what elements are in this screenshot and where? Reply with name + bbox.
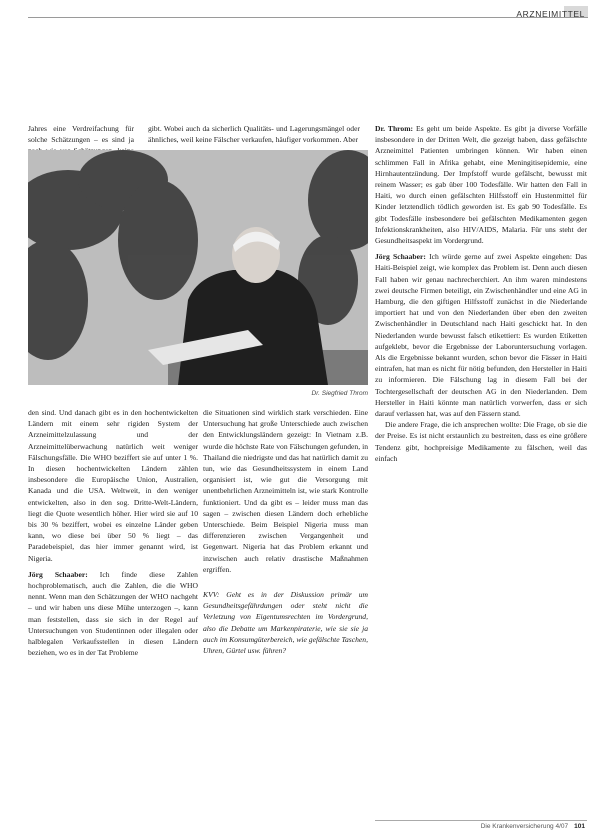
paragraph: die Situationen sind wirklich stark verschieden. Eine Untersuchung hat große Unterschiede auch zwischen den Entwicklungsländern gezeigt: In Vietnam z.B. wurde die höchste Rate von Fälschungen gefunden, in Thailand die niedrigste und das hat natürlich damit zu tun, wie das Gesundheitssystem in einem Land organisiert ist, wie gut die Versorgung mit unentbehrlichen Arzneimitteln ist, wie stark Kontrolle funktioniert. Und da gibt es – leider muss man das sagen – zwischen diesen Ländern doch erhebliche Unterschiede. Beim Beispiel Nigeria muss man differenzieren zwischen Vergangenheit und Gegenwart. Nigeria hat das Problem erkannt und inzwischen auch relativ drastische Maßnahmen ergriffen. xyxy=(203,408,368,574)
paragraph-text: Ich würde gerne auf zwei Aspekte eingehen: Das Haiti-Beispiel zeigt, wie komplex das Problem ist. Denn auch diesen Fall haben wir genau nachrecherchiert. An ihm waren mindestens zwei deutsche Firmen beteiligt, ein Zwischenhändler und eine AG in Hamburg, die den giftigen Hilfsstoff zunächst in die Niederlande importiert hat und von den Niederlanden über eben den zweiten Zwischenhändler in Deutschland nach Haiti geschickt hat. In den Niederlanden wurde bewusst falsch etikettiert: Es wurden Etiketten aufgeklebt, bevor die Ergebnisse der Laboruntersuchung vorlagen. Als die Ergebnisse bekannt wurden, schon bevor die Fässer in Haiti eintrafen, hat man es nicht für nötig befunden, den Hersteller in Haiti zu informieren. Die Fälschung lag in diesem Fall bei der Tochtergesellschaft der deutschen AG in den Niederlanden. Dem Hersteller in Haiti könnte man natürlich vorwerfen, dass er sich darauf verlassen hat, was auf den Fässern stand. xyxy=(375,252,587,419)
page-number: 101 xyxy=(574,823,585,830)
interview-photo xyxy=(28,150,368,385)
speaker-name: Jörg Schaaber: xyxy=(375,252,426,262)
paragraph-text: Geht es in der Diskussion primär um Gesundheitsgefährdungen oder steht nicht die Verletzung von Eigentumsrechten im Vordergrund, also die Debatte um Markenpiraterie, wie sie sie ja auch im Konsumgüterbereich, wie gefälschte Taschen, Uhren, Gürtel usw. führen? xyxy=(203,590,369,656)
column-2-top xyxy=(148,123,360,145)
column-2-bottom xyxy=(203,407,368,656)
paragraph xyxy=(375,123,587,246)
photo-caption: Dr. Siegfried Throm xyxy=(311,390,368,397)
paragraph-text: Ich finde diese Zahlen hochproblematisch, auch die Zahlen, die die WHO nennt. Wenn man den Schätzungen der WHO nachgeht – und wir haben uns diese Mühe unterzogen –, kann man feststellen, dass sie sich in der Regel auf Untersuchungen von Studentinnen oder illegalen oder halblegalen Verkaufsstellen in diesen Ländern beziehen, wo es in der Tat Probleme xyxy=(28,569,198,658)
page-footer xyxy=(481,823,585,830)
speaker-name: Dr. Throm: xyxy=(375,124,414,133)
paragraph: den sind. Und danach gibt es in den hochentwickelten Ländern mit einem sehr rigiden System der Arzneimittelzulassung und der Arzneimittelüberwachung natürlich weit weniger Fälschungsfälle. Die WHO beziffert sie auf unter 1 %. In diesen hochentwickelten Ländern zählen insbesondere die Europäische Union, Australien, Kanada und die USA. Weltweit, in den weniger entwickelten, also in den sog. Dritte-Welt-Ländern, liegt die Quote wesentlich höher. Hier wird sie auf 10 bis 30 % beziffert, wobei es einzelne Länder geben kann, wo diese bei über 50 % liegt – das Paradebeispiel, das hier immer genannt wird, ist Nigeria. xyxy=(28,408,198,563)
column-3 xyxy=(375,123,587,464)
paragraph: gibt. Wobei auch da sicherlich Qualitäts- und Lagerungsmängel oder ähnliches, weil keine Fälscher verkaufen, häufiger vorkommen. Aber xyxy=(148,124,360,145)
journal-name: Die Krankenversicherung 4/07 xyxy=(480,823,569,830)
paragraph: Die andere Frage, die ich ansprechen wollte: Die Frage, ob sie die der Preise. Es ist nicht erstaunlich zu bestreiten, dass es eine größere Tendenz gibt, hochpreisige Medikamente zu fälschen, weil das einfach xyxy=(375,420,587,463)
column-1-bottom xyxy=(28,407,198,658)
section-title: ARZNEIMITTEL xyxy=(516,9,585,19)
photo-illustration xyxy=(28,150,368,385)
interviewer-label: KVV: xyxy=(203,590,220,600)
paragraph xyxy=(28,569,198,659)
paragraph-text: Es geht um beide Aspekte. Es gibt ja diverse Vorfälle insbesondere in der Dritten Welt, die gezeigt haben, dass gefälschte Arzneimittel Patienten umbringen können. Wir haben einen schlimmen Fall in Afrika gehabt, eine Meningitisepidemie, eine Hirnhautentzündung. Der Impfstoff wurde gefälscht, bewusst mit reinem Wasser; es gab über 100 Todesfälle. Wir hatten den Fall in Haiti, wo durch einen gefälschten Hilfsstoff ein Hustenmittel für Kinder letztendlich tödlich geworden ist. Es gab 90 Todesfälle. Es gibt Todesfälle insbesondere bei gefälschten Medikamenten gegen Infektionskrankheiten, also HIV/AIDS, Malaria. Für uns steht der Gesundheitsaspekt im Vordergrund. xyxy=(375,124,587,246)
interviewer-question xyxy=(203,589,368,656)
paragraph xyxy=(375,251,587,419)
paragraph: Jahres eine Verdreifachung für solche Schätzungen – es sind ja xyxy=(28,124,134,145)
header-rule xyxy=(28,17,588,18)
footer-rule xyxy=(375,820,587,821)
speaker-name: Jörg Schaaber: xyxy=(28,569,88,579)
